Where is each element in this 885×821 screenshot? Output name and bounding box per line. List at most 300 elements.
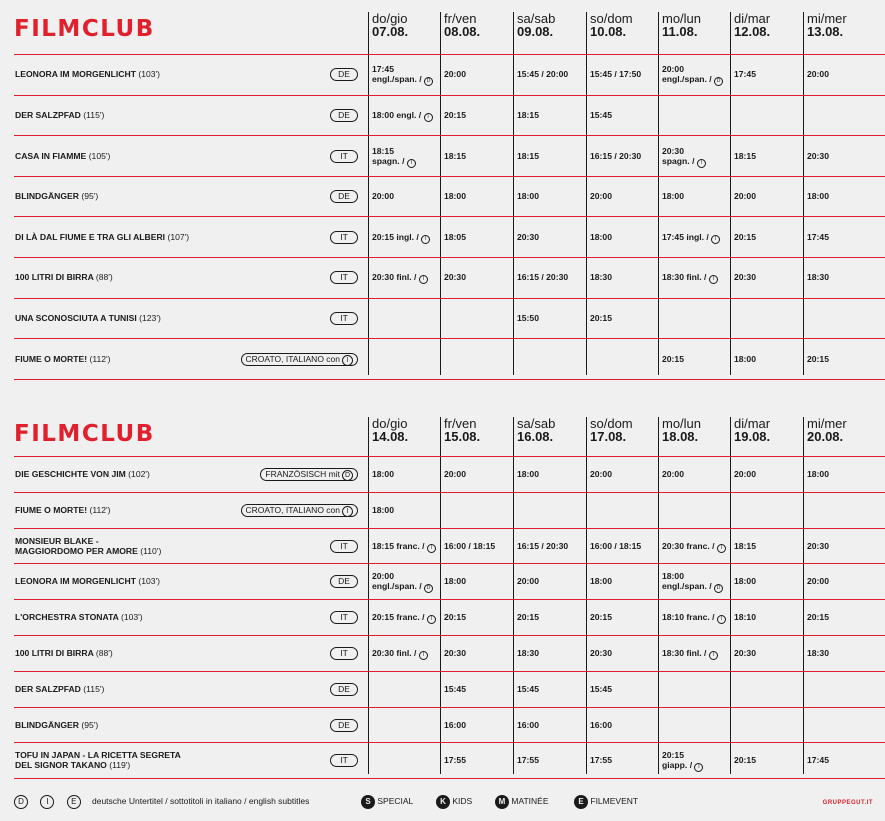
language-badge <box>330 647 358 660</box>
showtime-cell[interactable] <box>517 151 539 161</box>
day-date: 19.08. <box>734 429 771 444</box>
showtime-cell[interactable] <box>372 272 428 284</box>
showtime-cell[interactable] <box>517 272 568 282</box>
showtime-text: 20:00 <box>807 576 829 587</box>
showtime-cell[interactable] <box>444 541 495 551</box>
showtime-cell[interactable] <box>734 232 756 242</box>
language-badge <box>330 683 358 696</box>
showtime-cell[interactable] <box>590 313 612 323</box>
showtime-text: 18:00 <box>590 576 612 587</box>
showtime-cell[interactable] <box>734 151 756 161</box>
subtitle-icon: I <box>709 275 718 284</box>
showtime-cell[interactable] <box>807 151 829 161</box>
showtime-text: 16:00 <box>517 719 539 730</box>
film-title-text: DI LÀ DAL FIUME E TRA GLI ALBERI <box>15 231 166 242</box>
showtime-text: 17:55 <box>517 755 539 766</box>
showtime-text: 20:00 <box>662 468 684 479</box>
showtime-cell[interactable] <box>662 541 726 553</box>
film-title-text: 100 LITRI DI BIRRA <box>15 647 94 658</box>
day-header <box>517 12 555 39</box>
day-name: mi/mer <box>807 416 847 431</box>
showtime-cell[interactable] <box>734 541 756 551</box>
showtime-cell[interactable] <box>807 612 829 622</box>
day-date: 07.08. <box>372 24 409 39</box>
showtime-cell[interactable] <box>807 272 829 282</box>
showtime-cell[interactable] <box>807 232 829 242</box>
showtime-cell[interactable] <box>734 191 756 201</box>
showtime-text: 20:30 finl. / <box>372 272 417 283</box>
day-name: sa/sab <box>517 416 556 431</box>
subtitle-icon: I <box>697 159 706 168</box>
film-title-text: DER SALZPFAD <box>15 109 81 120</box>
showtime-cell[interactable] <box>372 648 428 660</box>
language-label: IT <box>340 312 348 323</box>
showtime-cell[interactable] <box>590 684 612 694</box>
legend-kids <box>436 795 472 809</box>
film-title-text: BLINDGÄNGER <box>15 191 79 202</box>
special-icon: S <box>361 795 375 809</box>
credit: GRUPPEGUT.IT <box>822 800 873 806</box>
film-title <box>15 469 150 479</box>
day-header <box>444 12 480 39</box>
showtime-cell[interactable] <box>590 576 612 586</box>
showtime-text: 18:15 <box>734 540 756 551</box>
film-title <box>15 648 113 658</box>
showtime-text: 15:45 <box>444 683 466 694</box>
day-date: 15.08. <box>444 429 481 444</box>
day-header <box>662 417 701 444</box>
row-divider <box>14 176 885 177</box>
column-divider <box>730 417 731 774</box>
showtime-text: 18:00 <box>372 504 394 515</box>
subtitle-icon: I <box>424 113 433 122</box>
showtime-cell[interactable] <box>662 469 684 479</box>
showtime-cell[interactable] <box>662 750 703 772</box>
showtime-subtitle-text: engl./span. / <box>662 581 712 592</box>
day-name: so/dom <box>590 11 633 26</box>
day-header <box>734 417 770 444</box>
day-date: 17.08. <box>590 429 627 444</box>
film-title-text-line2: MAGGIORDOMO PER AMORE <box>15 545 138 556</box>
column-divider <box>513 417 514 774</box>
film-title <box>15 505 111 515</box>
film-duration: (95') <box>81 719 99 730</box>
film-title <box>15 354 111 364</box>
filmevent-icon: E <box>574 795 588 809</box>
film-title <box>15 191 98 201</box>
showtime-text: 20:15 <box>662 750 684 761</box>
row-divider <box>14 635 885 636</box>
subtitle-icon: I <box>407 159 416 168</box>
showtime-cell[interactable] <box>372 571 433 593</box>
subtitle-icon: I <box>709 651 718 660</box>
row-divider <box>14 778 885 779</box>
kids-icon: K <box>436 795 450 809</box>
showtime-text: 18:05 <box>444 231 466 242</box>
showtime-text: 18:15 <box>517 150 539 161</box>
showtime-cell[interactable] <box>444 755 466 765</box>
language-badge <box>330 271 358 284</box>
showtime-text: 20:15 franc. / <box>372 612 425 623</box>
row-divider <box>14 95 885 96</box>
showtime-cell[interactable] <box>590 232 612 242</box>
film-duration: (102') <box>128 468 150 479</box>
language-badge <box>330 190 358 203</box>
subtitle-legend-text: deutsche Untertitel / sottotitoli in italiano / english subtitles <box>92 796 310 806</box>
showtime-cell[interactable] <box>662 571 723 593</box>
showtime-cell[interactable] <box>590 69 641 79</box>
showtime-cell[interactable] <box>517 612 539 622</box>
film-title-text: CASA IN FIAMME <box>15 150 87 161</box>
language-label: IT <box>340 612 348 623</box>
subtitle-icon: I <box>717 615 726 624</box>
showtime-text: 18:10 <box>734 612 756 623</box>
legend-special-label: SPECIAL <box>377 796 414 806</box>
showtime-text: 20:00 <box>444 69 466 80</box>
showtime-text: 18:30 <box>590 272 612 283</box>
language-label: IT <box>340 231 348 242</box>
showtime-text: 20:15 <box>444 109 466 120</box>
language-badge <box>241 504 358 517</box>
subtitle-icon: I <box>427 615 436 624</box>
showtime-cell[interactable] <box>807 191 829 201</box>
showtime-cell[interactable] <box>734 69 756 79</box>
column-divider <box>368 417 369 774</box>
day-header <box>372 12 408 39</box>
showtime-cell[interactable] <box>807 469 829 479</box>
subtitle-icon: D <box>342 470 353 481</box>
showtime-text: 20:30 franc. / <box>662 540 715 551</box>
language-label: DE <box>338 69 350 80</box>
film-duration: (115') <box>83 683 105 694</box>
language-badge <box>330 68 358 81</box>
film-duration: (95') <box>81 191 99 202</box>
showtime-text: 17:45 <box>372 64 394 75</box>
showtime-cell[interactable] <box>590 110 612 120</box>
film-title-text: LEONORA IM MORGENLICHT <box>15 576 136 587</box>
day-header <box>807 12 847 39</box>
showtime-text: 20:30 <box>444 647 466 658</box>
language-label: IT <box>340 540 348 551</box>
showtime-cell[interactable] <box>444 720 466 730</box>
showtime-cell[interactable] <box>372 110 433 122</box>
showtime-cell[interactable] <box>734 612 756 622</box>
film-title-text: 100 LITRI DI BIRRA <box>15 272 94 283</box>
day-name: fr/ven <box>444 11 477 26</box>
showtime-text: 17:45 <box>807 231 829 242</box>
subtitle-i-icon: I <box>40 795 54 809</box>
language-label: IT <box>340 150 348 161</box>
showtime-cell[interactable] <box>662 648 718 660</box>
language-label: DE <box>338 109 350 120</box>
day-header <box>734 12 770 39</box>
showtime-text: 20:00 <box>372 571 394 582</box>
showtime-cell[interactable] <box>444 648 466 658</box>
showtime-cell[interactable] <box>734 648 756 658</box>
showtime-text: 17:45 <box>734 69 756 80</box>
row-divider <box>14 298 885 299</box>
showtime-text: 15:45 <box>590 109 612 120</box>
day-date: 11.08. <box>662 24 698 39</box>
subtitle-e-icon: E <box>67 795 81 809</box>
showtime-cell[interactable] <box>662 232 720 244</box>
showtime-text: 16:00 <box>444 719 466 730</box>
showtime-cell[interactable] <box>734 469 756 479</box>
showtime-text: 20:30 <box>590 647 612 658</box>
showtime-cell[interactable] <box>662 354 684 364</box>
showtime-text: 20:30 <box>517 231 539 242</box>
language-badge <box>330 575 358 588</box>
showtime-cell[interactable] <box>517 648 539 658</box>
column-divider <box>586 12 587 375</box>
showtime-cell[interactable] <box>590 541 641 551</box>
showtime-cell[interactable] <box>590 612 612 622</box>
showtime-cell[interactable] <box>517 110 539 120</box>
showtime-text: 18:10 franc. / <box>662 612 715 623</box>
showtime-text: 20:15 <box>590 312 612 323</box>
subtitle-icon: D <box>714 584 723 593</box>
column-divider <box>730 12 731 375</box>
subtitle-letters <box>14 795 81 809</box>
showtime-text: 18:00 engl. / <box>372 109 422 120</box>
showtime-subtitle-text: engl./span. / <box>372 74 422 85</box>
showtime-cell[interactable] <box>372 64 433 86</box>
showtime-cell[interactable] <box>444 612 466 622</box>
subtitle-icon: I <box>342 506 353 517</box>
showtime-cell[interactable] <box>517 684 539 694</box>
showtime-cell[interactable] <box>807 648 829 658</box>
subtitle-d-icon: D <box>14 795 28 809</box>
film-duration: (88') <box>95 272 113 283</box>
showtime-cell[interactable] <box>444 469 466 479</box>
row-divider <box>14 528 885 529</box>
showtime-cell[interactable] <box>444 232 466 242</box>
day-date: 12.08. <box>734 24 771 39</box>
week-schedule-0 <box>0 10 885 379</box>
showtime-text: 20:30 <box>807 540 829 551</box>
language-label: DE <box>338 683 350 694</box>
showtime-cell[interactable] <box>590 648 612 658</box>
showtime-cell[interactable] <box>662 191 684 201</box>
day-name: mi/mer <box>807 11 847 26</box>
language-label: IT <box>340 272 348 283</box>
showtime-cell[interactable] <box>734 272 756 282</box>
showtime-cell[interactable] <box>807 541 829 551</box>
showtime-cell[interactable] <box>517 232 539 242</box>
row-divider <box>14 216 885 217</box>
language-label: FRANZÖSISCH mit <box>265 468 340 479</box>
showtime-subtitle-text: spagn. / <box>372 155 405 166</box>
showtime-text: 20:00 <box>444 468 466 479</box>
showtime-text: 20:30 finl. / <box>372 647 417 658</box>
film-title <box>15 536 161 556</box>
showtime-cell[interactable] <box>444 151 466 161</box>
showtime-text: 18:00 <box>662 191 684 202</box>
showtime-cell[interactable] <box>517 720 539 730</box>
showtime-cell[interactable] <box>372 612 436 624</box>
row-divider <box>14 54 885 55</box>
showtime-cell[interactable] <box>590 151 641 161</box>
showtime-text: 20:00 <box>662 64 684 75</box>
film-title <box>15 720 98 730</box>
filmclub-logo: FILMCLUB <box>14 421 155 447</box>
column-divider <box>803 12 804 375</box>
showtime-cell[interactable] <box>734 755 756 765</box>
film-title <box>15 69 160 79</box>
showtime-cell[interactable] <box>517 313 539 323</box>
showtime-cell[interactable] <box>372 232 430 244</box>
showtime-subtitle-text: spagn. / <box>662 155 695 166</box>
showtime-cell[interactable] <box>590 272 612 282</box>
film-duration: (103') <box>138 69 161 80</box>
day-date: 18.08. <box>662 429 699 444</box>
showtime-text: 17:45 ingl. / <box>662 231 709 242</box>
showtime-text: 16:00 / 18:15 <box>444 540 496 551</box>
day-header <box>807 417 847 444</box>
showtime-cell[interactable] <box>662 612 726 624</box>
showtime-cell[interactable] <box>662 272 718 284</box>
showtime-cell[interactable] <box>807 576 829 586</box>
showtime-cell[interactable] <box>590 755 612 765</box>
day-date: 09.08. <box>517 24 554 39</box>
film-title-text: FIUME O MORTE! <box>15 504 88 515</box>
day-header <box>662 12 701 39</box>
showtime-text: 20:30 <box>662 145 684 156</box>
language-label: DE <box>338 719 350 730</box>
showtime-cell[interactable] <box>662 64 723 86</box>
showtime-text: 20:15 <box>590 612 612 623</box>
film-title <box>15 110 104 120</box>
day-name: do/gio <box>372 11 408 26</box>
showtime-cell[interactable] <box>734 576 756 586</box>
showtime-text: 16:00 <box>590 719 612 730</box>
matinee-icon: M <box>495 795 509 809</box>
showtime-text: 20:00 <box>734 191 756 202</box>
showtime-cell[interactable] <box>517 469 539 479</box>
film-title <box>15 151 110 161</box>
film-duration: (110') <box>140 545 162 556</box>
showtime-cell[interactable] <box>517 755 539 765</box>
showtime-cell[interactable] <box>590 720 612 730</box>
showtime-cell[interactable] <box>444 576 466 586</box>
showtime-cell[interactable] <box>444 110 466 120</box>
legend-matinee-label: MATINÉE <box>511 796 549 806</box>
showtime-cell[interactable] <box>807 354 829 364</box>
day-date: 20.08. <box>807 429 844 444</box>
showtime-cell[interactable] <box>517 69 568 79</box>
language-badge <box>241 353 358 366</box>
showtime-text: 18:00 <box>734 353 756 364</box>
language-label: CROATO, ITALIANO con <box>245 504 340 515</box>
subtitle-icon: D <box>424 584 433 593</box>
day-header <box>372 417 408 444</box>
film-duration: (88') <box>95 647 113 658</box>
showtime-text: 20:30 <box>807 150 829 161</box>
subtitle-icon: I <box>419 651 428 660</box>
showtime-text: 15:45 <box>517 683 539 694</box>
showtime-text: 15:45 / 20:00 <box>517 69 569 80</box>
film-duration: (103') <box>138 576 161 587</box>
day-date: 10.08. <box>590 24 627 39</box>
showtime-text: 20:15 <box>517 612 539 623</box>
showtime-cell[interactable] <box>807 69 829 79</box>
film-title <box>15 313 161 323</box>
language-label: IT <box>340 755 348 766</box>
showtime-text: 20:15 <box>807 612 829 623</box>
subtitle-icon: I <box>421 235 430 244</box>
showtime-cell[interactable] <box>372 191 394 201</box>
showtime-cell[interactable] <box>517 576 539 586</box>
showtime-cell[interactable] <box>807 755 829 765</box>
language-badge <box>260 468 358 481</box>
showtime-cell[interactable] <box>662 146 706 168</box>
showtime-text: 20:00 <box>807 69 829 80</box>
day-date: 14.08. <box>372 429 409 444</box>
showtime-text: 18:00 <box>444 576 466 587</box>
showtime-text: 20:00 <box>590 191 612 202</box>
day-name: di/mar <box>734 416 771 431</box>
showtime-cell[interactable] <box>517 191 539 201</box>
subtitle-icon: I <box>342 355 353 366</box>
showtime-text: 18:00 <box>807 468 829 479</box>
showtime-cell[interactable] <box>734 354 756 364</box>
showtime-cell[interactable] <box>590 469 612 479</box>
film-title-text: DER SALZPFAD <box>15 683 81 694</box>
showtime-cell[interactable] <box>372 469 394 479</box>
column-divider <box>658 12 659 375</box>
showtime-text: 20:00 <box>517 576 539 587</box>
day-date: 16.08. <box>517 429 554 444</box>
showtime-text: 18:30 finl. / <box>662 272 707 283</box>
subtitle-icon: I <box>694 763 703 772</box>
day-header <box>517 417 555 444</box>
showtime-cell[interactable] <box>517 541 568 551</box>
showtime-text: 18:00 <box>590 231 612 242</box>
showtime-cell[interactable] <box>444 684 466 694</box>
showtime-cell[interactable] <box>372 146 416 168</box>
showtime-cell[interactable] <box>372 505 394 515</box>
showtime-cell[interactable] <box>444 191 466 201</box>
showtime-cell[interactable] <box>372 541 436 553</box>
legend-matinee <box>495 795 549 809</box>
showtime-cell[interactable] <box>590 191 612 201</box>
row-divider <box>14 492 885 493</box>
showtime-cell[interactable] <box>444 69 466 79</box>
showtime-text: 20:30 <box>734 647 756 658</box>
week-schedule-1 <box>0 415 885 778</box>
language-badge <box>330 540 358 553</box>
showtime-subtitle-text: giapp. / <box>662 760 693 771</box>
language-label: IT <box>340 647 348 658</box>
showtime-cell[interactable] <box>444 272 466 282</box>
column-divider <box>803 417 804 774</box>
showtime-text: 15:45 <box>590 683 612 694</box>
showtime-text: 17:45 <box>807 755 829 766</box>
showtime-text: 18:00 <box>444 191 466 202</box>
row-divider <box>14 338 885 339</box>
showtime-text: 18:00 <box>517 191 539 202</box>
showtime-text: 16:15 / 20:30 <box>517 272 569 283</box>
film-title-text: UNA SCONOSCIUTA A TUNISI <box>15 312 137 323</box>
showtime-text: 17:55 <box>444 755 466 766</box>
showtime-text: 18:00 <box>372 468 394 479</box>
row-divider <box>14 671 885 672</box>
showtime-text: 18:00 <box>517 468 539 479</box>
showtime-text: 18:30 finl. / <box>662 647 707 658</box>
day-name: do/gio <box>372 416 408 431</box>
showtime-text: 20:15 <box>662 353 684 364</box>
showtime-text: 20:00 <box>590 468 612 479</box>
